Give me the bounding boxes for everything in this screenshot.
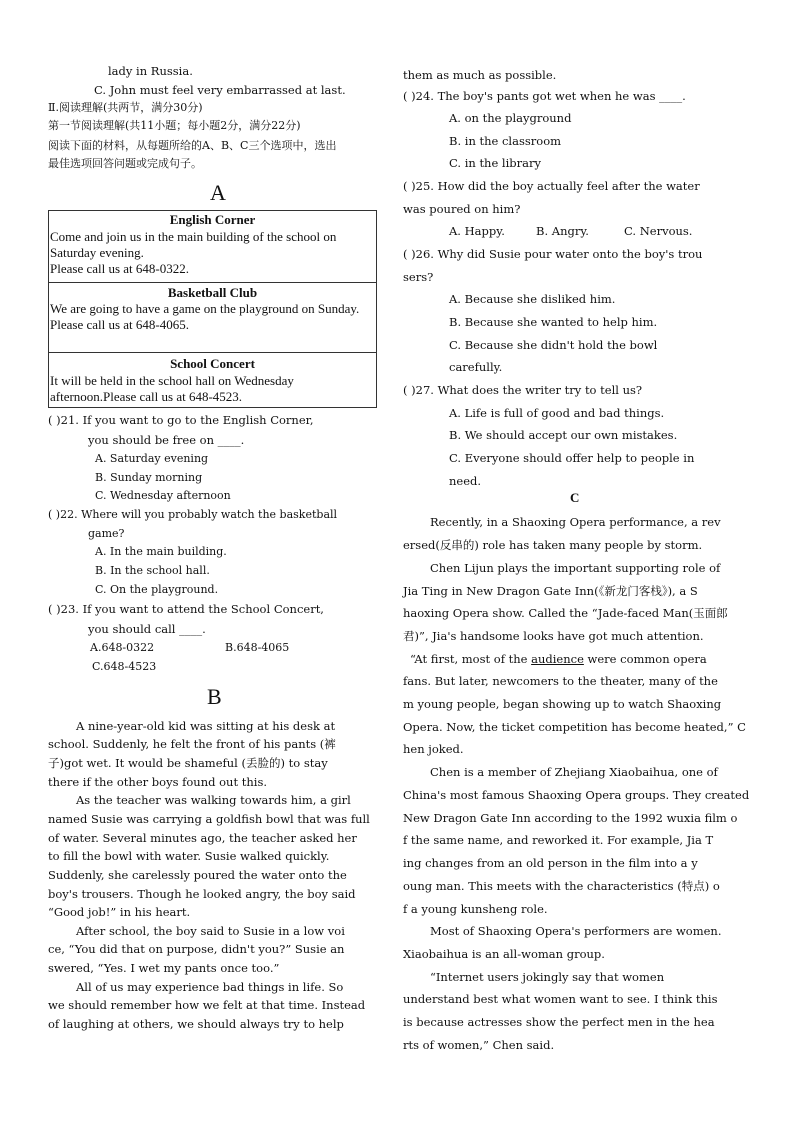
- passage-line: named Susie was carrying a goldfish bowl that was full: [48, 812, 370, 826]
- section-title-c: C: [570, 490, 580, 505]
- notice-english-corner: [49, 211, 376, 282]
- option-a: A.648-0322: [90, 641, 155, 654]
- notice-table: [48, 210, 377, 408]
- option-b: B. In the school hall.: [95, 564, 210, 577]
- option-b: B. Sunday morning: [95, 471, 203, 484]
- option-a: A. Saturday evening: [95, 452, 209, 465]
- section-title-b: B: [207, 684, 222, 709]
- passage-line: rts of women,” Chen said.: [403, 1038, 555, 1052]
- option-c: C. Because she didn't hold the bowl: [449, 338, 658, 352]
- notice-title: School Concert: [170, 356, 255, 371]
- option-a: A. In the main building.: [95, 545, 227, 558]
- question-26: ( )26. Why did Susie pour water onto the boy's trou: [403, 247, 703, 261]
- question-27: ( )27. What does the writer try to tell us?: [403, 383, 643, 397]
- passage-line: “Internet users jokingly say that women: [430, 970, 665, 984]
- question-21: ( )21. If you want to go to the English Corner,: [48, 413, 314, 427]
- passage-line: understand best what women want to see. I think this: [403, 992, 718, 1006]
- passage-line: swered, “Yes. I wet my pants once too.”: [48, 961, 280, 975]
- option-c-cont: need.: [449, 474, 482, 488]
- notice-basketball-club: [49, 282, 376, 353]
- quote-start: “At first, most of the: [410, 652, 532, 666]
- passage-line: Jia Ting in New Dragon Gate Inn(《新龙门客栈》), a S: [403, 584, 698, 598]
- option-b: B. We should accept our own mistakes.: [449, 428, 678, 442]
- passage-line: of laughing at others, we should always try to help: [48, 1017, 344, 1031]
- notice-school-concert: [49, 352, 376, 409]
- passage-line: All of us may experience bad things in life. So: [76, 980, 344, 994]
- option-c: C. Wednesday afternoon: [95, 489, 231, 502]
- passage-line: to fill the bowl with water. Susie walked quickly.: [48, 849, 330, 863]
- instruction: 阅读下面的材料，从每题所给的A、B、C三个选项中，选出: [48, 139, 337, 152]
- passage-line: New Dragon Gate Inn according to the 1992 wuxia film o: [403, 811, 738, 825]
- text-line: lady in Russia.: [108, 64, 193, 78]
- text-line: C. John must feel very embarrassed at last.: [94, 83, 346, 97]
- passage-line: boy's trousers. Though he looked angry, the boy said: [48, 887, 356, 901]
- option-c: C.648-4523: [92, 660, 157, 673]
- passage-line: ing changes from an old person in the film into a y: [403, 856, 698, 870]
- question-23-cont: you should call ____.: [88, 622, 206, 636]
- option-c: C. in the library: [449, 156, 541, 170]
- question-26-cont: sers?: [403, 270, 434, 284]
- option-b: B.648-4065: [225, 641, 290, 654]
- passage-line: Suddenly, she carelessly poured the water onto the: [48, 868, 347, 882]
- passage-line: China's most famous Shaoxing Opera groups. They created: [403, 788, 750, 802]
- option-b: B. Angry.: [536, 224, 589, 238]
- notice-text: Please call us at 648-4065.: [50, 317, 189, 332]
- passage-line: ersed(反串的) role has taken many people by storm.: [403, 538, 703, 552]
- passage-line: m young people, began showing up to watch Shaoxing: [403, 697, 722, 711]
- option-c-cont: carefully.: [449, 360, 503, 374]
- passage-line: we should remember how we felt at that time. Instead: [48, 998, 366, 1012]
- passage-line: As the teacher was walking towards him, a girl: [76, 793, 351, 807]
- notice-text: Please call us at 648-0322.: [50, 261, 189, 276]
- passage-line: Most of Shaoxing Opera's performers are women.: [430, 924, 722, 938]
- option-a: A. Life is full of good and bad things.: [449, 406, 665, 420]
- passage-line: After school, the boy said to Susie in a low voi: [76, 924, 345, 938]
- passage-line: 子)got wet. It would be shameful (丢脸的) to stay: [48, 756, 328, 770]
- notice-text: afternoon.Please call us at 648-4523.: [50, 389, 243, 404]
- passage-line: Recently, in a Shaoxing Opera performance, a rev: [430, 515, 721, 529]
- passage-line: hen joked.: [403, 742, 464, 756]
- question-23: ( )23. If you want to attend the School Concert,: [48, 602, 324, 616]
- passage-line: “Good job!” in his heart.: [48, 905, 191, 919]
- passage-line: Chen Lijun plays the important supporting role of: [430, 561, 721, 575]
- section-heading: Ⅱ.阅读理解(共两节，满分30分): [48, 101, 203, 114]
- notice-text: Saturday evening.: [50, 245, 144, 260]
- notice-text: It will be held in the school hall on Wednesday: [50, 373, 294, 388]
- passage-line: Chen is a member of Zhejiang Xiaobaihua, one of: [430, 765, 718, 779]
- question-24: ( )24. The boy's pants got wet when he was ____.: [403, 89, 686, 103]
- passage-line: them as much as possible.: [403, 68, 557, 82]
- passage-line: school. Suddenly, he felt the front of his pants (裤: [48, 737, 336, 751]
- notice-text: Come and join us in the main building of the school on: [50, 229, 337, 244]
- option-c: C. Everyone should offer help to people in: [449, 451, 695, 465]
- passage-line: Opera. Now, the ticket competition has become heated,” C: [403, 720, 746, 734]
- question-22-cont: game?: [88, 527, 125, 540]
- passage-line: f a young kunsheng role.: [403, 902, 548, 916]
- section-subheading: 第一节阅读理解(共11小题；每小题2分，满分22分): [48, 119, 301, 132]
- passage-line: f the same name, and reworked it. For example, Jia T: [403, 833, 714, 847]
- notice-text: We are going to have a game on the playground on Sunday.: [50, 301, 360, 316]
- instruction: 最佳选项回答问题或完成句子。: [48, 157, 202, 170]
- question-21-cont: you should be free on ____.: [88, 433, 245, 447]
- passage-line: oung man. This meets with the characteristics (特点) o: [403, 879, 720, 893]
- passage-line: 君)”, Jia's handsome looks have got much attention.: [403, 629, 704, 643]
- option-a: A. Happy.: [449, 224, 505, 238]
- option-c: C. Nervous.: [624, 224, 693, 238]
- passage-line: haoxing Opera show. Called the “Jade-faced Man(玉面郎: [403, 606, 728, 620]
- option-b: B. in the classroom: [449, 134, 562, 148]
- section-title-a: A: [210, 180, 226, 205]
- passage-line: ce, “You did that on purpose, didn't you?” Susie an: [48, 942, 345, 956]
- question-22: ( )22. Where will you probably watch the basketball: [48, 508, 338, 521]
- option-a: A. Because she disliked him.: [449, 292, 616, 306]
- passage-line: Xiaobaihua is an all-woman group.: [403, 947, 605, 961]
- quote-end: were common opera: [583, 652, 707, 666]
- passage-line: there if the other boys found out this.: [48, 775, 267, 789]
- passage-line: [410, 651, 707, 667]
- passage-line: A nine-year-old kid was sitting at his desk at: [76, 719, 336, 733]
- notice-title: English Corner: [169, 212, 256, 227]
- question-25-cont: was poured on him?: [403, 202, 521, 216]
- underlined-word: audience: [531, 652, 584, 666]
- option-b: B. Because she wanted to help him.: [449, 315, 658, 329]
- question-25: ( )25. How did the boy actually feel after the water: [403, 179, 700, 193]
- passage-line: fans. But later, newcomers to the theater, many of the: [403, 674, 718, 688]
- option-a: A. on the playground: [449, 111, 572, 125]
- option-c: C. On the playground.: [95, 583, 219, 596]
- notice-title: Basketball Club: [167, 285, 258, 300]
- passage-line: is because actresses show the perfect men in the hea: [403, 1015, 715, 1029]
- passage-line: of water. Several minutes ago, the teacher asked her: [48, 831, 357, 845]
